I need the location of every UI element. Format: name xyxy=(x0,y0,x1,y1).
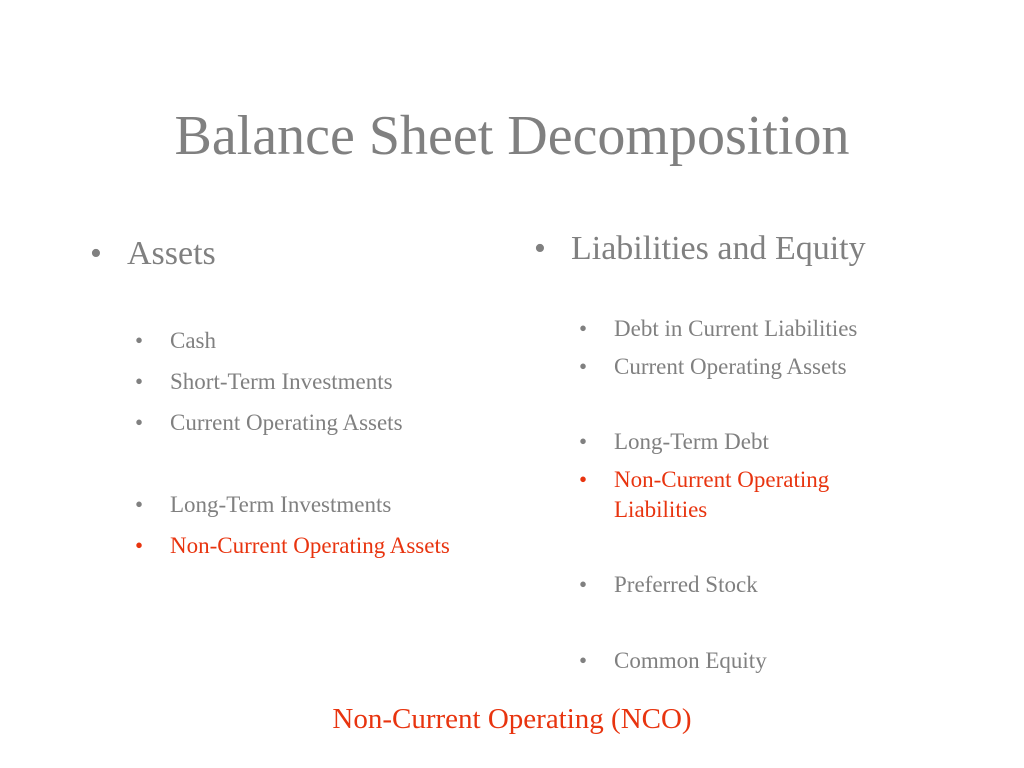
assets-column xyxy=(90,232,490,561)
assets-heading-label: Assets xyxy=(127,235,216,272)
bullet-icon: • xyxy=(534,230,546,267)
list-item-label: Current Operating Assets xyxy=(170,410,403,435)
bullet-icon: • xyxy=(135,328,144,353)
list-item-label: Cash xyxy=(170,328,216,353)
list-item-label: Long-Term Investments xyxy=(170,492,392,517)
bullet-icon: • xyxy=(135,369,144,394)
liabilities-item-current-operating-assets xyxy=(579,352,974,382)
list-item-label: Non-Current Operating Liabilities xyxy=(614,467,830,522)
list-item-label: Non-Current Operating Assets xyxy=(170,533,450,558)
list-item-label: Current Operating Assets xyxy=(614,354,847,379)
footer-note: Non-Current Operating (NCO) xyxy=(332,703,692,735)
bullet-icon: • xyxy=(579,648,588,673)
bullet-icon: • xyxy=(579,572,588,597)
liabilities-heading xyxy=(534,227,974,271)
assets-item-non-current-operating-assets xyxy=(135,531,460,561)
liabilities-item-preferred-stock xyxy=(579,570,974,600)
list-item-label: Short-Term Investments xyxy=(170,369,393,394)
list-item-label: Long-Term Debt xyxy=(614,429,769,454)
bullet-icon: • xyxy=(579,316,588,341)
list-item-label: Common Equity xyxy=(614,648,767,673)
assets-item-cash xyxy=(135,326,490,356)
bullet-icon: • xyxy=(579,354,588,379)
liabilities-column xyxy=(534,227,974,676)
bullet-icon: • xyxy=(579,467,588,492)
assets-item-short-term-investments xyxy=(135,367,490,397)
assets-item-current-operating-assets xyxy=(135,408,490,438)
liabilities-item-long-term-debt xyxy=(579,427,974,457)
list-item-label: Debt in Current Liabilities xyxy=(614,316,858,341)
bullet-icon: • xyxy=(579,429,588,454)
bullet-icon: • xyxy=(135,533,144,558)
liabilities-heading-label: Liabilities and Equity xyxy=(571,230,866,267)
bullet-icon: • xyxy=(90,235,102,272)
slide-title: Balance Sheet Decomposition xyxy=(174,105,850,167)
list-item-label: Preferred Stock xyxy=(614,572,758,597)
liabilities-item-debt-current xyxy=(579,314,974,344)
liabilities-item-common-equity xyxy=(579,646,974,676)
bullet-icon: • xyxy=(135,492,144,517)
assets-heading xyxy=(90,232,490,276)
liabilities-item-non-current-operating-liabilities xyxy=(579,465,904,525)
bullet-icon: • xyxy=(135,410,144,435)
assets-item-long-term-investments xyxy=(135,490,490,520)
